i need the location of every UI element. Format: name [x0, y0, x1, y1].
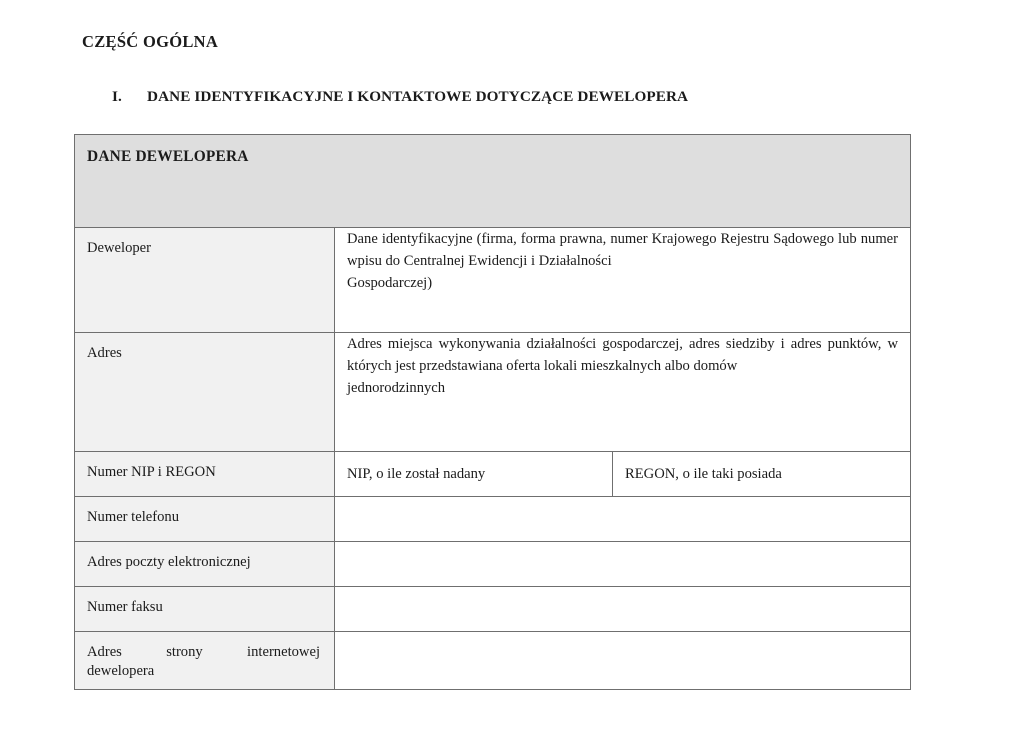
- row-value-nip[interactable]: NIP, o ile został nadany: [335, 452, 613, 497]
- row-label-www-text: Adres strony internetowej: [87, 644, 320, 660]
- row-value-deweloper[interactable]: [335, 228, 911, 333]
- row-label-numer-telefonu: Numer telefonu: [75, 497, 335, 542]
- row-value-regon[interactable]: REGON, o ile taki posiada: [613, 452, 911, 497]
- section-heading: [82, 88, 922, 106]
- row-label-deweloper: Deweloper: [75, 228, 335, 333]
- row-value-adres-strony-internetowej[interactable]: [335, 632, 911, 690]
- developer-data-table: [74, 134, 911, 690]
- row-value-adres-text: Adres miejsca wykonywania działalności gospodarczej, adres siedziby i adres punktów, w których jest przedstawiana oferta lokali mieszkalnych albo domów: [347, 336, 899, 375]
- row-label-adres-poczty-elektronicznej: Adres poczty elektronicznej: [75, 542, 335, 587]
- table-row: [75, 333, 911, 452]
- table-row: [75, 497, 911, 542]
- row-value-adres-lastline: jednorodzinnych: [347, 380, 446, 397]
- table-header-row: [75, 135, 911, 228]
- row-label-www-lastline: dewelopera: [87, 663, 155, 680]
- row-value-adres[interactable]: [335, 333, 911, 452]
- row-label-adres-strony-internetowej: [75, 632, 335, 690]
- row-label-adres: Adres: [75, 333, 335, 452]
- row-label-numer-faksu: Numer faksu: [75, 587, 335, 632]
- table-row: [75, 542, 911, 587]
- table-row: [75, 452, 911, 497]
- section-numeral: I.: [112, 88, 122, 105]
- table-row: [75, 228, 911, 333]
- row-value-numer-faksu[interactable]: [335, 587, 911, 632]
- row-label-nip-regon: Numer NIP i REGON: [75, 452, 335, 497]
- table-row: [75, 587, 911, 632]
- row-value-numer-telefonu[interactable]: [335, 497, 911, 542]
- table-row: [75, 632, 911, 690]
- page-title: CZĘŚĆ OGÓLNA: [82, 32, 219, 51]
- row-value-deweloper-lastline: Gospodarczej): [347, 275, 433, 292]
- section-title: DANE IDENTYFIKACYJNE I KONTAKTOWE DOTYCZĄCE DEWELOPERA: [147, 88, 689, 105]
- row-value-adres-poczty-elektronicznej[interactable]: [335, 542, 911, 587]
- table-header-cell: DANE DEWELOPERA: [75, 135, 911, 228]
- row-value-deweloper-text: Dane identyfikacyjne (firma, forma prawna, numer Krajowego Rejestru Sądowego lub numer wpisu do Centralnej Ewidencji i Działalności: [347, 231, 899, 270]
